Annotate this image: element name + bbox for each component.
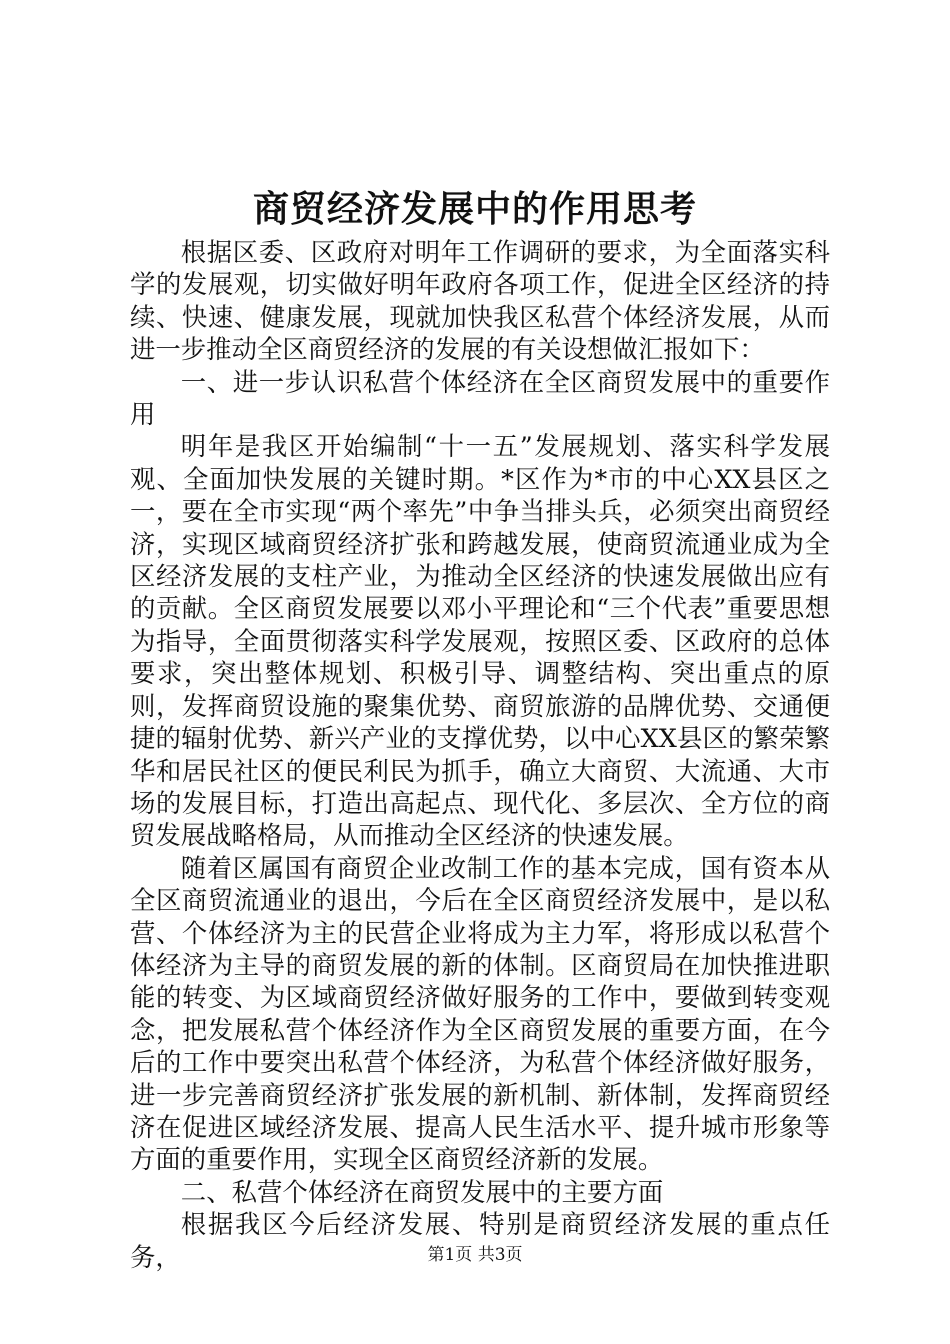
paragraph-body: 根据我区今后经济发展、特别是商贸经济发展的重点任务， (130, 1209, 830, 1272)
section-heading-2: 二、私营个体经济在商贸发展中的主要方面 (180, 1176, 664, 1207)
paragraph-body: 明年是我区开始编制“十一五”发展规划、落实科学发展观、全面加快发展的关键时期。*区作为*市的中心XX县区之一，要在全市实现“两个率先”中争当排头兵，必须突出商贸经济，实现区域商贸经济扩张和跨越发展，使商贸流通业成为全区经济发展的支柱产业，为推动全区经济的快速发展做出应有的贡献。全区商贸发展要以邓小平理论和“三个代表”重要思想为指导，全面贯彻落实科学发展观，按照区委、区政府的总体要求，突出整体规划、积极引导、调整结构、突出重点的原则，发挥商贸设施的聚集优势、商贸旅游的品牌优势、交通便捷的辐射优势、新兴产业的支撑优势，以中心XX县区的繁荣繁华和居民社区的便民利民为抓手，确立大商贸、大流通、大市场的发展目标，打造出高起点、现代化、多层次、全方位的商贸发展战略格局，从而推动全区经济的快速发展。 (130, 431, 830, 851)
section-heading-1: 一、进一步认识私营个体经济在全区商贸发展中的重要作用 (130, 366, 830, 430)
paragraph-body: 随着区属国有商贸企业改制工作的基本完成，国有资本从全区商贸流通业的退出，今后在全区商贸经济发展中，是以私营、个体经济为主的民营企业将成为主力军，将形成以私营个体经济为主导的商贸发展的新的体制。区商贸局在加快推进职能的转变、为区域商贸经济做好服务的工作中，要做到转变观念，把发展私营个体经济作为全区商贸发展的重要方面，在今后的工作中要突出私营个体经济，为私营个体经济做好服务，进一步完善商贸经济扩张发展的新机制、新体制，发挥商贸经济在促进区域经济发展、提高人民生活水平、提升城市形象等方面的重要作用，实现全区商贸经济新的发展。 (130, 852, 830, 1175)
document-body (130, 236, 830, 1273)
page-number-footer: 第1页 共3页 (427, 1245, 523, 1265)
paragraph-intro: 根据区委、区政府对明年工作调研的要求，为全面落实科学的发展观，切实做好明年政府各项工作，促进全区经济的持续、快速、健康发展，现就加快我区私营个体经济发展，从而进一步推动全区商贸经济的发展的有关设想做汇报如下： (130, 237, 830, 365)
document-title: 商贸经济发展中的作用思考 (252, 188, 697, 230)
